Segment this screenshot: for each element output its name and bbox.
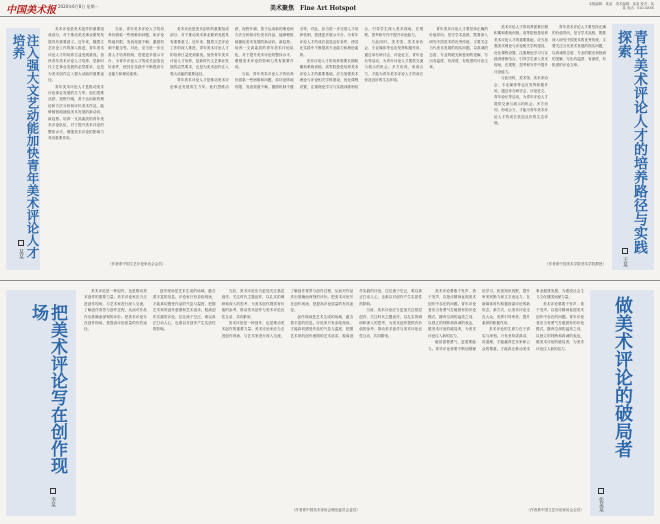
- paragraph: 当前，美术评论应当更加关注基层创作、关注时代主题创作，以扎实的调研和深入的思考，为美术创作提供有价值的参考，推动美术创作与美术评论良性互动、共同繁荣。: [221, 289, 285, 319]
- article-1-author: [18, 240, 25, 259]
- paragraph: 美术评论是美术创作的重要组成部分，对于推动美术事业繁荣发展具有重要意义。近年来，随着文艺评论工作的深入推进，青年美术评论人才的培养日益受到重视。加快青年美术评论人才培养，是新时代文艺事业发展的必然要求，也是为美术创作注入强大动能的重要途径。: [170, 27, 229, 76]
- article-2-column-2: [552, 24, 606, 272]
- author-marker-icon: [50, 488, 56, 494]
- paragraph: 美术评论是美术创作的重要组成部分，对于推动美术事业繁荣发展具有重要意义。近年来，随着文艺评论工作的深入推进，青年美术评论人才的培养日益受到重视。加快青年美术评论人才培养，是新时代文艺事业发展的必然要求，也是为美术创作注入强大动能的重要途径。: [48, 27, 104, 83]
- article-1-column-2: [108, 26, 164, 274]
- paragraph: 青年美术评论人才要坚持正确的价值导向，坚守学术品格，既要深入研究中国美术的优秀传统，又要关注当代美术发展的现实问题，以真诚的态度、专业的眼光和独到的见解，写出有温度、有深度、有锐度的评论文章。: [429, 27, 488, 70]
- article-3-signature: （作者系中国美术家协会理论委员会委员）: [291, 508, 360, 512]
- article-4-title: 做美术评论的破局者: [612, 296, 633, 458]
- article-2-column-1: [494, 24, 548, 272]
- article-4-signature: （作者系中国文艺评论家协会会员）: [526, 508, 584, 512]
- article-1-title: 注入强大文艺动能加快青年美术评论人才培养: [11, 34, 40, 259]
- paragraph: 美术评论人才的培养需要长期积累和系统训练。高等院校是培养美术评论人才的重要基地，应当加强美术理论与评论相关学科建设，优化课程设置，注重理论学习与实践训练相结合，引导学生深入美术现场，在观察、思考和写作中提升评论能力。: [299, 27, 424, 89]
- article-3-columns: [84, 288, 422, 516]
- section-divider: [0, 280, 660, 281]
- paragraph: 青年美术评论人才是推动美术评论事业发展的生力军。他们思维活跃、视野开阔，善于运用新的理论和方法分析和评价美术作品，能够敏锐地捕捉美术发展的新动向、新趋势。培养一支高素质的青年美术评论队伍，对于提升美术评论的整体水平、增强美术评论的影响力具有重要作用。: [48, 84, 104, 140]
- article-1-author-name: 某某: [18, 249, 24, 259]
- section-title: 美术聚焦 Fine Art Hotspot: [270, 5, 357, 12]
- article-4-author-name: 张某某: [598, 497, 604, 512]
- issue-date: 2020年6月8日 星期一: [58, 4, 99, 9]
- paragraph: 当前，青年美术评论人才的培养仍面临一些困难和问题，如评论阵地有限、发表渠道不畅、激励机制不健全等。对此，应当进一步完善人才培养机制，搭建更多展示平台，为青年评论人才的成长创造良好条件，使其在实践中不断提高专业能力和理论素养。: [234, 27, 359, 89]
- paragraph: 美术评论人才的培养需要长期积累和系统训练。高等院校是培养美术评论人才的重要基地，应当加强美术理论与评论相关学科建设，优化课程设置，注重理论学习与实践训练相结合，引导学生深入美术现场，在观察、思考和写作中提升评论能力。: [494, 25, 548, 74]
- article-1-column-1: [48, 26, 104, 274]
- author-marker-icon: [622, 248, 628, 254]
- article-4-columns: [428, 288, 584, 516]
- author-marker-icon: [18, 240, 24, 246]
- article-3-author: [50, 488, 57, 507]
- article-2-author: [622, 248, 629, 267]
- article-3-title: 把美术评论写在创作现场: [28, 304, 67, 474]
- paragraph: 与此同时，美术馆、美术家协会、专业媒体等也应发挥积极作用，通过举办研讨会、评论征文、青年论坛等活动，为青年评论人才提供交流与展示的机会。多方协同、形成合力，才能为青年美术评论人才的成长营造良好的生态环境。: [494, 76, 548, 126]
- paragraph: 当前，美术评论应当更加关注基层创作、关注时代主题创作，以扎实的调研和深入的思考，为美术创作提供有价值的参考，推动美术创作与美术评论良性互动、共同繁荣。: [359, 308, 422, 338]
- newspaper-logo: 中国美术报: [6, 5, 56, 16]
- paragraph: 创作现场是艺术生成的场域，蕴含着丰富的信息。评论家只有亲临现场，才能真切感受作品的气息与温度，把握艺术家的创作意图和艺术追求。脱离创作实践的评论，往往流于空泛，难以真正打动人心，也难以对创作产生实质性的影响。: [152, 289, 216, 332]
- paragraph: 青年美术评论人才要坚持正确的价值导向，坚守学术品格，既要深入研究中国美术的优秀传统，又要关注当代美术发展的现实问题，以真诚的态度、专业的眼光和独到的见解，写出有温度、有深度、有锐度的评论文章。: [552, 25, 606, 68]
- paragraph: 与此同时，美术馆、美术家协会、专业媒体等也应发挥积极作用，通过举办研讨会、评论征文、青年论坛等活动，为青年评论人才提供交流与展示的机会。多方协同、形成合力，才能为青年美术评论人才的成长营造良好的生态环境。: [364, 39, 424, 83]
- article-4-author: [598, 488, 605, 512]
- article-1-continued-columns: [170, 26, 488, 274]
- article-2-title: 青年美术评论人才的培养路径与实践探索: [616, 30, 648, 254]
- paragraph: 当前，青年美术评论人才的培养仍面临一些困难和问题，如评论阵地有限、发表渠道不畅、激励机制不健全等。对此，应当进一步完善人才培养机制，搭建更多展示平台，为青年评论人才的成长创造良好条件，使其在实践中不断提高专业能力和理论素养。: [108, 27, 164, 76]
- article-3-author-name: 李某: [50, 497, 56, 507]
- article-2-signature: （作者系中国美术学院美术学院教授）: [544, 262, 606, 266]
- paragraph: 美术评论要敢于发声、善于发声，以批评精神直面美术创作中存在的问题。青年评论者应当有勇气打破固有的评论模式，摒弃空洞的溢美之词，以独立的判断和真诚的表达，做美术评论的破局者，为美术评论注入新的活力。: [536, 301, 584, 351]
- paragraph: 创作现场是艺术生成的场域，蕴含着丰富的信息。评论家只有亲临现场，才能真切感受作品的气息与温度，把握艺术家的创作意图和艺术追求。脱离创作实践的评论，往往流于空泛，难以真正打动人心，也难以对创作产生实质性的影响。: [290, 289, 422, 338]
- article-1-signature: （作者系中国文艺评论家协会会员）: [108, 262, 166, 266]
- article-2-author-name: 王某: [622, 257, 628, 267]
- editor-info: 本版编辑：某某 美术编辑：某某 校对：某某 电话：010-XXXX: [588, 2, 654, 10]
- paragraph: 美术评论是一种创作，也是推动美术创作的重要力量。美术评论家应当走进创作现场，与艺术家进行深入交流，了解创作背景与创作过程，从而对作品作出准确而深刻的评价。把美术评论写在创作现场，是提高评论质量的有效途径。: [221, 289, 354, 338]
- paragraph: 破局需要勇气，更需要能力。青年评论者要不断加强理论学习，拓宽知识视野，提升审美判断力和文字表达力，在新媒体时代积极探索评论的新形态、新方式，让美术评论走近大众，发挥引导审美、提升素养的积极作用。: [428, 289, 530, 351]
- paragraph: 美术评论要敢于发声、善于发声，以批评精神直面美术创作中存在的问题。青年评论者应当有勇气打破固有的评论模式，摒弃空洞的溢美之词，以独立的判断和真诚的表达，做美术评论的破局者，为美术评论注入新的活力。: [428, 289, 476, 338]
- paragraph: 美术评论的生命力在于真实与深刻。只有坚持讲真话、讲道理，才能赢得艺术家和公众的尊重，才能真正推动美术事业健康发展，为建设社会主义文化强国贡献力量。: [482, 289, 584, 351]
- paragraph: 美术评论是一种创作，也是推动美术创作的重要力量。美术评论家应当走进创作现场，与艺术家进行深入交流，了解创作背景与创作过程，从而对作品作出准确而深刻的评价。把美术评论写在创作现场，是提高评论质量的有效途径。: [84, 289, 147, 332]
- masthead: [0, 0, 660, 17]
- paragraph: 青年美术评论人才是推动美术评论事业发展的生力军。他们思维活跃、视野开阔，善于运用新的理论和方法分析和评价美术作品，能够敏锐地捕捉美术发展的新动向、新趋势。培养一支高素质的青年美术评论队伍，对于提升美术评论的整体水平、增强美术评论的影响力具有重要作用。: [170, 27, 294, 89]
- author-marker-icon: [598, 488, 604, 494]
